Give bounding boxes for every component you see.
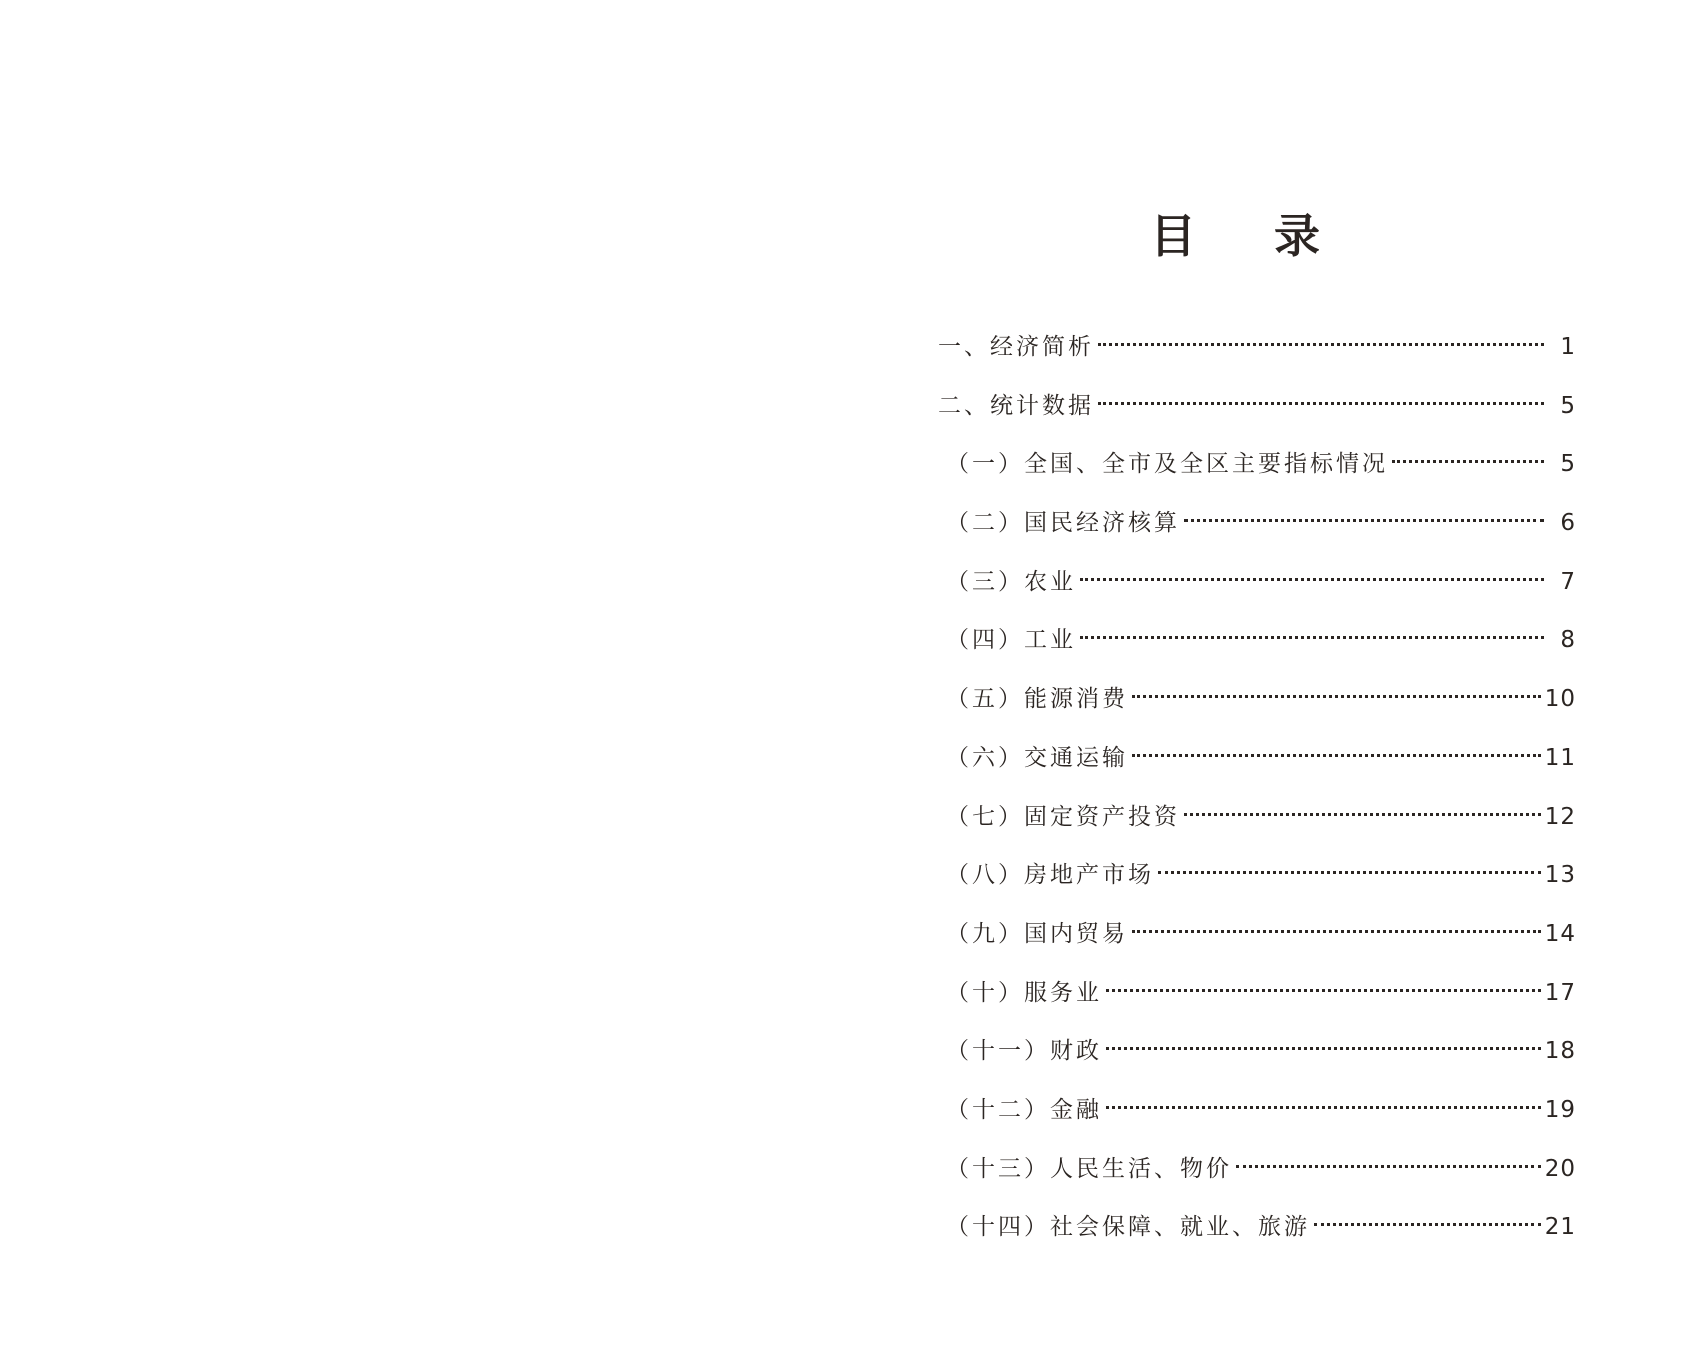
dot-leader xyxy=(1106,989,1541,992)
toc-entry-page: 18 xyxy=(1544,1038,1576,1065)
toc-entry-main-indicators[interactable] xyxy=(938,447,1576,506)
dot-leader xyxy=(1106,1047,1541,1050)
toc-entry-finance-fiscal[interactable] xyxy=(938,1034,1576,1093)
toc-entry-label: （六）交通运输 xyxy=(946,744,1128,771)
toc-entry-label: （九）国内贸易 xyxy=(946,920,1128,947)
toc-entry-statistics[interactable] xyxy=(938,389,1576,448)
toc-entry-page: 1 xyxy=(1560,334,1576,360)
toc-entry-label: （五）能源消费 xyxy=(946,686,1128,713)
toc-entry-page: 7 xyxy=(1560,568,1576,595)
toc-entry-energy[interactable] xyxy=(938,682,1576,741)
toc-entry-page: 11 xyxy=(1544,744,1576,771)
toc-entry-domestic-trade[interactable] xyxy=(938,917,1576,976)
dot-leader xyxy=(1132,754,1541,757)
toc-entry-page: 17 xyxy=(1544,979,1576,1006)
toc-entry-services[interactable] xyxy=(938,976,1576,1035)
dot-leader xyxy=(1392,460,1544,463)
toc-entry-page: 5 xyxy=(1560,451,1576,478)
toc-entry-national-accounts[interactable] xyxy=(938,506,1576,565)
dot-leader xyxy=(1098,402,1544,405)
toc-entry-social-security[interactable] xyxy=(938,1210,1576,1269)
dot-leader xyxy=(1184,519,1544,522)
toc-entry-label: （八）房地产市场 xyxy=(946,862,1154,889)
toc-entry-page: 14 xyxy=(1544,920,1576,947)
toc-entry-page: 21 xyxy=(1544,1214,1576,1241)
toc-entry-banking[interactable] xyxy=(938,1093,1576,1152)
toc-entry-economic-analysis[interactable] xyxy=(938,330,1576,389)
toc-entry-page: 8 xyxy=(1560,627,1576,654)
dot-leader xyxy=(1132,930,1541,933)
toc-entry-page: 19 xyxy=(1544,1096,1576,1123)
toc-entry-page: 12 xyxy=(1544,803,1576,830)
toc-entry-industry[interactable] xyxy=(938,623,1576,682)
toc-entry-page: 20 xyxy=(1544,1155,1576,1182)
dot-leader xyxy=(1106,1106,1541,1109)
toc-entry-label: （十四）社会保障、就业、旅游 xyxy=(946,1214,1310,1241)
toc-entry-living-prices[interactable] xyxy=(938,1152,1576,1211)
toc-entry-label: （七）固定资产投资 xyxy=(946,803,1180,830)
dot-leader xyxy=(1080,636,1544,639)
dot-leader xyxy=(1314,1223,1541,1226)
toc-entry-transport[interactable] xyxy=(938,741,1576,800)
toc-entry-page: 5 xyxy=(1560,392,1576,419)
toc-entry-page: 6 xyxy=(1560,510,1576,537)
toc-entry-page: 13 xyxy=(1544,862,1576,889)
toc-entry-label: （三）农业 xyxy=(946,568,1076,595)
toc-entry-label: （十二）金融 xyxy=(946,1096,1102,1123)
toc-entry-label: （二）国民经济核算 xyxy=(946,510,1180,537)
toc-entry-label: （四）工业 xyxy=(946,627,1076,654)
dot-leader xyxy=(1184,813,1541,816)
toc-entry-page: 10 xyxy=(1544,686,1576,713)
dot-leader xyxy=(1236,1165,1541,1168)
toc-entry-label: （十一）财政 xyxy=(946,1038,1102,1065)
dot-leader xyxy=(1080,578,1544,581)
toc-entry-label: （十）服务业 xyxy=(946,979,1102,1006)
toc-entry-fixed-investment[interactable] xyxy=(938,800,1576,859)
dot-leader xyxy=(1098,343,1544,346)
toc-entry-agriculture[interactable] xyxy=(938,565,1576,624)
toc-list xyxy=(938,330,1576,1269)
toc-title: 目录 xyxy=(1150,209,1398,263)
toc-entry-real-estate[interactable] xyxy=(938,858,1576,917)
toc-entry-label: （一）全国、全市及全区主要指标情况 xyxy=(946,451,1388,478)
toc-entry-label: 一、经济简析 xyxy=(938,334,1094,360)
dot-leader xyxy=(1158,871,1541,874)
toc-entry-label: 二、统计数据 xyxy=(938,392,1094,419)
dot-leader xyxy=(1132,695,1541,698)
toc-entry-label: （十三）人民生活、物价 xyxy=(946,1155,1232,1182)
